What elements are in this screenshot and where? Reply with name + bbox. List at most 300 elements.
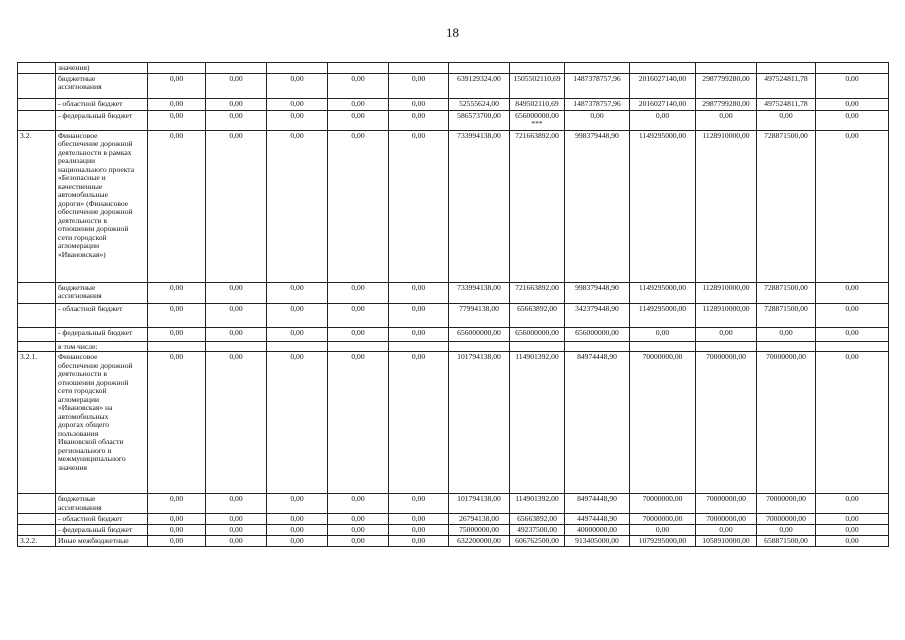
value-cell: [389, 303, 449, 327]
value-cell: [696, 63, 757, 74]
value-text: 656000000,00: [515, 110, 559, 120]
value-cell: [206, 130, 267, 282]
value-cell: [449, 98, 510, 110]
value-text: 49237500,00: [517, 525, 557, 534]
value-text: 0,00: [411, 130, 426, 140]
value-text: 0,00: [229, 282, 243, 292]
value-text: 77994138,00: [459, 303, 499, 313]
value-text: 1149295000,00: [638, 130, 687, 140]
value-cell: [148, 73, 206, 98]
value-cell: [696, 536, 757, 547]
value-cell: [630, 282, 696, 303]
value-cell: [510, 494, 565, 514]
row-code: [18, 282, 56, 303]
row-code: [18, 494, 56, 514]
value-cell: [449, 327, 510, 341]
value-text: 0,00: [351, 73, 365, 83]
row-name-line: реализации: [58, 156, 96, 165]
value-text: 0,00: [845, 73, 859, 83]
value-text: 1149295000,00: [638, 303, 687, 313]
value-cell: [449, 282, 510, 303]
value-text: 114901392,00: [515, 352, 559, 361]
value-text: 0,00: [845, 98, 859, 108]
value-text: 0,00: [229, 303, 243, 313]
row-code: [18, 327, 56, 341]
row-name-line: деятельности в: [58, 215, 107, 225]
value-text: 0,00: [290, 327, 304, 337]
value-cell: [206, 525, 267, 536]
value-text: 0,00: [169, 110, 184, 120]
row-name-line: - областной бюджет: [58, 98, 123, 108]
value-text: 656000000,00: [457, 327, 501, 337]
row-name-line: бюджетные: [58, 282, 96, 292]
value-cell: [757, 327, 816, 341]
value-cell: [328, 514, 389, 525]
value-text: 0,00: [229, 98, 243, 108]
value-cell: [206, 110, 267, 130]
value-text: 0,00: [169, 303, 184, 313]
value-cell: [267, 130, 328, 282]
value-cell: [696, 73, 757, 98]
row-name: [56, 341, 148, 352]
value-cell: [449, 341, 510, 352]
value-text: 1128910000,00: [702, 130, 750, 140]
row-name-line: дороги» (Финансовое: [58, 198, 129, 208]
value-cell: [206, 73, 267, 98]
value-cell: [565, 327, 630, 341]
value-cell: [389, 525, 449, 536]
value-cell: [328, 327, 389, 341]
row-name-line: - областной бюджет: [58, 303, 123, 313]
value-cell: [206, 327, 267, 341]
value-text: 0,00: [719, 110, 733, 120]
value-text: 0,00: [351, 98, 365, 108]
value-cell: [449, 73, 510, 98]
value-text: 0,00: [229, 110, 243, 120]
value-cell: [757, 73, 816, 98]
row-name: [56, 98, 148, 110]
value-text: 101794138,00: [457, 494, 501, 503]
value-text: 656000000,00: [575, 327, 619, 337]
value-text: 998379448,90: [575, 282, 619, 292]
row-name-line: национального проекта: [58, 164, 135, 174]
value-cell: [510, 352, 565, 494]
value-cell: [510, 536, 565, 547]
value-text: 84974448,90: [577, 352, 617, 361]
row-name-line: «Ивановская» на: [58, 403, 113, 412]
value-text: 0,00: [411, 98, 426, 108]
value-cell: [389, 327, 449, 341]
value-text: 0,00: [655, 327, 670, 337]
value-text: 0,00: [169, 73, 184, 83]
value-cell: [148, 352, 206, 494]
value-cell: [267, 525, 328, 536]
value-cell: [696, 282, 757, 303]
value-cell: [389, 63, 449, 74]
value-text: 728871500,00: [764, 303, 808, 313]
row-name-line: деятельности в: [58, 369, 107, 378]
value-cell: [630, 341, 696, 352]
value-text: 586573700,00: [457, 110, 501, 120]
row-name: [56, 525, 148, 536]
value-text: 1487378757,96: [573, 73, 621, 83]
value-cell: [565, 514, 630, 525]
value-text: 0,00: [779, 327, 793, 337]
value-text: 728871500,00: [764, 130, 808, 140]
value-cell: [757, 98, 816, 110]
value-text: 0,00: [290, 130, 304, 140]
value-text: 0,00: [290, 352, 304, 361]
row-name-line: - федеральный бюджет: [58, 110, 133, 120]
value-text: 70000000,00: [706, 514, 746, 523]
value-text: 656000000,00: [515, 327, 559, 337]
value-cell: [757, 303, 816, 327]
row-name-line: отношении дорожной: [58, 377, 129, 387]
value-text: 342379448,90: [575, 303, 619, 313]
value-cell: [696, 130, 757, 282]
value-text: 40000000,00: [577, 525, 617, 534]
value-text: 497524811,78: [764, 73, 808, 83]
value-text: 0,00: [845, 303, 859, 313]
value-cell: [696, 525, 757, 536]
value-text: 0,00: [229, 525, 243, 534]
value-text: 849502110,69: [515, 98, 559, 108]
value-cell: [510, 282, 565, 303]
value-text: 0,00: [411, 525, 426, 534]
value-cell: [206, 303, 267, 327]
value-cell: [267, 110, 328, 130]
value-cell: [267, 514, 328, 525]
row-code: [18, 98, 56, 110]
value-text: 0,00: [229, 352, 243, 361]
value-text: 0,00: [351, 282, 365, 292]
value-text: 0,00: [290, 98, 304, 108]
value-cell: [565, 130, 630, 282]
value-cell: [389, 352, 449, 494]
value-text: 70000000,00: [706, 352, 746, 361]
row-name-line: агломерации: [58, 241, 100, 250]
value-text: 0,00: [719, 327, 733, 337]
value-cell: [267, 327, 328, 341]
value-cell: [630, 327, 696, 341]
value-cell: [510, 63, 565, 74]
value-cell: [328, 110, 389, 130]
table-row: [18, 327, 889, 341]
value-text: 0,00: [169, 282, 184, 292]
row-name-line: - федеральный бюджет: [58, 525, 133, 534]
value-cell: [328, 63, 389, 74]
value-cell: [757, 341, 816, 352]
value-text: 733994138,00: [457, 130, 501, 140]
value-text: 0,00: [655, 525, 670, 534]
value-cell: [389, 130, 449, 282]
value-text: 1079295000,00: [638, 536, 687, 545]
value-text: 0,00: [290, 303, 304, 313]
value-text: 0,00: [351, 327, 365, 337]
table-row: [18, 536, 889, 547]
row-name-line: ассигнования: [58, 502, 102, 512]
value-text: 0,00: [411, 536, 426, 545]
row-code: [18, 514, 56, 525]
row-name: [56, 63, 148, 74]
value-text: 114901392,00: [515, 494, 559, 503]
value-text: 2016027140,00: [638, 73, 687, 83]
value-cell: [148, 327, 206, 341]
value-cell: [148, 63, 206, 74]
row-code: [18, 341, 56, 352]
value-text: 0,00: [351, 514, 365, 523]
row-name-line: обеспечение дорожной: [58, 207, 133, 216]
value-text: 0,00: [290, 514, 304, 523]
value-cell: [148, 341, 206, 352]
value-cell: [389, 494, 449, 514]
table-row: [18, 73, 889, 98]
value-text: 1128910000,00: [702, 303, 750, 313]
value-text: 0,00: [229, 494, 243, 503]
value-text: 1149295000,00: [638, 282, 687, 292]
table-row: [18, 514, 889, 525]
value-cell: [267, 303, 328, 327]
value-cell: [148, 98, 206, 110]
value-cell: [510, 110, 565, 130]
value-text: 639129324,00: [457, 73, 501, 83]
value-cell: [148, 282, 206, 303]
value-text: 0,00: [351, 352, 365, 361]
value-text: 0,00: [845, 352, 859, 361]
value-text: 0,00: [411, 73, 426, 83]
value-cell: [757, 536, 816, 547]
row-name: [56, 536, 148, 547]
row-code: [18, 303, 56, 327]
value-text: 0,00: [411, 514, 426, 523]
value-text: 0,00: [351, 525, 365, 534]
row-name-line: деятельности в рамках: [58, 147, 132, 157]
value-text: 0,00: [351, 110, 365, 120]
value-cell: [565, 98, 630, 110]
value-cell: [449, 352, 510, 494]
value-cell: [267, 352, 328, 494]
value-cell: [389, 282, 449, 303]
row-name-line: значения: [58, 462, 87, 472]
value-text: 721663892,00: [515, 282, 559, 292]
value-cell: [148, 514, 206, 525]
value-text: 0,00: [351, 303, 365, 313]
row-name-line: «Ивановская»): [58, 249, 106, 259]
value-cell: [565, 525, 630, 536]
value-cell: [816, 303, 889, 327]
row-name-line: в том числе:: [58, 341, 98, 351]
value-text: 0,00: [290, 73, 304, 83]
value-cell: [328, 341, 389, 352]
value-cell: [328, 352, 389, 494]
row-name: [56, 73, 148, 98]
value-cell: [565, 352, 630, 494]
value-text: 0,00: [779, 110, 793, 120]
value-text: 632200000,00: [457, 536, 501, 545]
row-name-line: отношении дорожной: [58, 224, 129, 233]
value-cell: [389, 73, 449, 98]
value-text: 0,00: [845, 514, 859, 523]
value-text: 1128910000,00: [702, 282, 750, 292]
value-text: 733994138,00: [457, 282, 501, 292]
value-cell: [148, 110, 206, 130]
value-cell: [328, 130, 389, 282]
value-text: 0,00: [290, 282, 304, 292]
page-number: 18: [446, 25, 459, 40]
value-cell: [328, 494, 389, 514]
value-text: 0,00: [845, 525, 859, 534]
value-text: 0,00: [411, 110, 426, 120]
value-cell: [267, 73, 328, 98]
value-cell: [449, 536, 510, 547]
row-name-line: значения): [58, 63, 90, 72]
value-text: 998379448,90: [575, 130, 619, 140]
value-cell: [389, 536, 449, 547]
value-cell: [565, 341, 630, 352]
value-text: 0,00: [411, 303, 426, 313]
value-cell: [630, 536, 696, 547]
value-text: 70000000,00: [766, 514, 806, 523]
value-cell: [816, 494, 889, 514]
value-cell: [565, 63, 630, 74]
value-text: 0,00: [290, 110, 304, 120]
value-cell: [630, 73, 696, 98]
value-text: 70000000,00: [766, 352, 806, 361]
value-cell: [389, 98, 449, 110]
value-cell: [696, 514, 757, 525]
value-text: 658871500,00: [764, 536, 808, 545]
value-cell: [449, 525, 510, 536]
value-cell: [510, 73, 565, 98]
value-cell: [565, 110, 630, 130]
value-text: 26794138,00: [459, 514, 499, 523]
value-cell: [816, 130, 889, 282]
value-text: 70000000,00: [642, 352, 683, 361]
value-cell: [389, 514, 449, 525]
value-cell: [630, 494, 696, 514]
footnote-mark: ***: [531, 119, 543, 128]
value-cell: [696, 494, 757, 514]
value-text: 0,00: [290, 494, 304, 503]
value-text: 84974448,90: [577, 494, 617, 503]
row-name-line: автомобильных: [58, 411, 109, 421]
value-cell: [389, 341, 449, 352]
row-code: [18, 110, 56, 130]
row-name-line: межмуниципального: [58, 454, 126, 463]
value-text: 52555624,00: [459, 98, 499, 108]
budget-table: [17, 62, 889, 547]
value-text: 0,00: [590, 110, 604, 120]
value-cell: [630, 525, 696, 536]
row-code: [18, 73, 56, 98]
row-name: [56, 494, 148, 514]
row-name-line: регионального и: [58, 445, 112, 455]
value-cell: [565, 282, 630, 303]
row-name-line: бюджетные: [58, 73, 96, 83]
value-cell: [757, 352, 816, 494]
value-cell: [757, 494, 816, 514]
value-text: 2987799280,00: [702, 73, 750, 83]
value-cell: [449, 110, 510, 130]
value-cell: [328, 98, 389, 110]
value-cell: [449, 63, 510, 74]
row-name-line: ассигнования: [58, 291, 102, 300]
value-cell: [148, 536, 206, 547]
table-row: [18, 63, 889, 74]
value-text: 0,00: [229, 130, 243, 140]
table-row: [18, 525, 889, 536]
value-cell: [757, 63, 816, 74]
value-cell: [206, 98, 267, 110]
value-text: 0,00: [290, 536, 304, 545]
value-text: 913405000,00: [575, 536, 619, 545]
value-cell: [389, 110, 449, 130]
row-code: 3.2.2.: [18, 536, 56, 547]
row-name-line: Иные межбюджетные: [58, 536, 129, 545]
value-cell: [206, 514, 267, 525]
row-name-line: Финансовое: [58, 130, 98, 140]
value-cell: [328, 525, 389, 536]
value-text: 65663892,00: [517, 303, 557, 313]
value-cell: [630, 110, 696, 130]
table-row: [18, 110, 889, 130]
value-cell: [816, 536, 889, 547]
value-cell: [630, 98, 696, 110]
row-name-line: бюджетные: [58, 494, 96, 503]
value-text: 70000000,00: [706, 494, 746, 503]
value-text: 0,00: [169, 352, 184, 361]
value-cell: [565, 536, 630, 547]
row-name: [56, 327, 148, 341]
value-text: 728871500,00: [764, 282, 808, 292]
value-cell: [565, 73, 630, 98]
value-cell: [816, 352, 889, 494]
value-text: 101794138,00: [457, 352, 501, 361]
value-cell: [206, 494, 267, 514]
row-name-line: «Безопасные и: [58, 173, 106, 182]
row-code: [18, 63, 56, 74]
value-cell: [328, 73, 389, 98]
value-text: 1487378757,96: [573, 98, 621, 108]
value-text: 0,00: [290, 525, 304, 534]
row-name-line: автомобильные: [58, 190, 108, 199]
row-name: [56, 110, 148, 130]
row-code: [18, 525, 56, 536]
value-cell: [267, 282, 328, 303]
value-text: 0,00: [845, 494, 859, 503]
row-name-line: сети городской: [58, 386, 107, 395]
value-text: 0,00: [169, 514, 184, 523]
value-cell: [510, 525, 565, 536]
row-name: [56, 282, 148, 303]
value-text: 75000000,00: [459, 525, 499, 534]
value-text: 1505502110,69: [513, 73, 561, 83]
value-cell: [449, 494, 510, 514]
value-text: 606762500,00: [515, 536, 559, 545]
value-text: 497524811,78: [764, 98, 808, 108]
value-cell: [696, 303, 757, 327]
value-cell: [328, 282, 389, 303]
row-name-line: качественные: [58, 181, 103, 191]
value-text: 0,00: [411, 352, 426, 361]
row-name-line: дорогах общего: [58, 420, 110, 429]
value-text: 0,00: [229, 73, 243, 83]
value-cell: [206, 341, 267, 352]
value-cell: [696, 352, 757, 494]
value-cell: [816, 525, 889, 536]
value-cell: [510, 327, 565, 341]
value-cell: [816, 63, 889, 74]
